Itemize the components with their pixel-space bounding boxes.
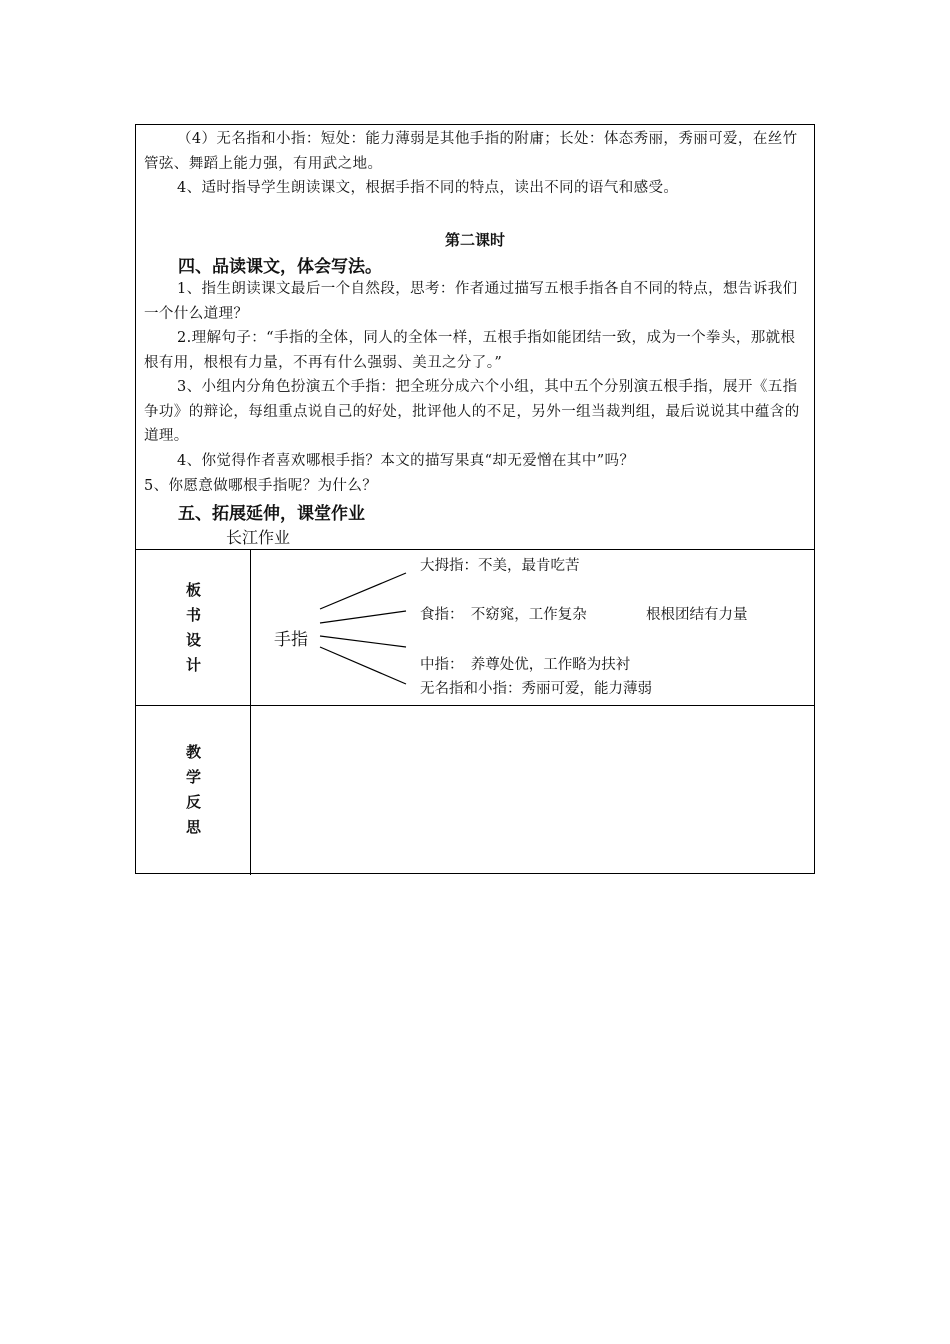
lesson-plan-table	[135, 124, 815, 874]
section-four-item-1: 1、指生朗读课文最后一个自然段，思考：作者通过描写五根手指各自不同的特点，想告诉我们一个什么道理？	[144, 281, 798, 322]
section-four-item-2: 2.理解句子：“手指的全体，同人的全体一样，五根手指如能团结一致，成为一个拳头，那就根根有用，根根有力量，不再有什么强弱、美丑之分了。”	[144, 330, 796, 371]
board-branch-ring-little: 无名指和小指：秀丽可爱，能力薄弱	[420, 681, 652, 697]
teaching-reflection-label	[136, 740, 251, 840]
board-branch-middle: 中指： 养尊处优，工作略为扶衬	[420, 657, 631, 673]
lesson-title: 第二课时	[444, 231, 505, 249]
reflection-label-char: 反	[185, 793, 201, 811]
section-four-item-3: 3、小组内分角色扮演五个手指：把全班分成六个小组，其中五个分别演五根手指，展开《五指争功》的辩论，每组重点说自己的好处，批评他人的不足，另外一组当裁判组，最后说说其中蕴含的道理。	[144, 379, 800, 444]
reflection-label-char: 思	[185, 818, 201, 836]
section-five-heading: 五、拓展延伸，课堂作业	[178, 504, 365, 524]
section-four-heading: 四、品读课文，体会写法。	[178, 257, 382, 277]
board-root-fingers: 手指	[274, 630, 308, 650]
branch-line-index	[320, 611, 406, 623]
board-label-char: 计	[185, 656, 201, 674]
section-four-item-5: 5、你愿意做哪根手指呢？为什么？	[144, 478, 378, 494]
board-label-char: 书	[185, 606, 201, 624]
paragraph-reading-guidance: 4、适时指导学生朗读课文，根据手指不同的特点，读出不同的语气和感受。	[177, 180, 679, 196]
lesson-content-cell	[136, 125, 814, 549]
paragraph-ring-little-finger: （4）无名指和小指：短处：能力薄弱是其他手指的附庸；长处：体态秀丽，秀丽可爱，在丝竹管弦、舞蹈上能力强，有用武之地。	[144, 131, 798, 172]
teaching-reflection-row	[136, 705, 814, 875]
board-design-row	[136, 549, 814, 705]
board-summary-unity: 根根团结有力量	[646, 607, 748, 623]
teaching-reflection-label-cell	[136, 706, 251, 875]
branch-line-middle	[320, 636, 406, 647]
board-label-char: 板	[185, 581, 201, 599]
reflection-label-char: 教	[185, 743, 201, 761]
board-branch-index: 食指： 不窈窕，工作复杂	[420, 607, 587, 623]
reflection-label-char: 学	[185, 768, 201, 786]
homework-line: 长江作业	[226, 528, 291, 547]
branch-line-thumb	[320, 573, 406, 609]
board-branch-thumb: 大拇指：不美，最肯吃苦	[420, 558, 580, 574]
board-label-char: 设	[185, 631, 201, 649]
section-four-item-4: 4、你觉得作者喜欢哪根手指？本文的描写果真“却无爱憎在其中”吗？	[177, 453, 635, 469]
branch-line-ring	[320, 647, 406, 684]
